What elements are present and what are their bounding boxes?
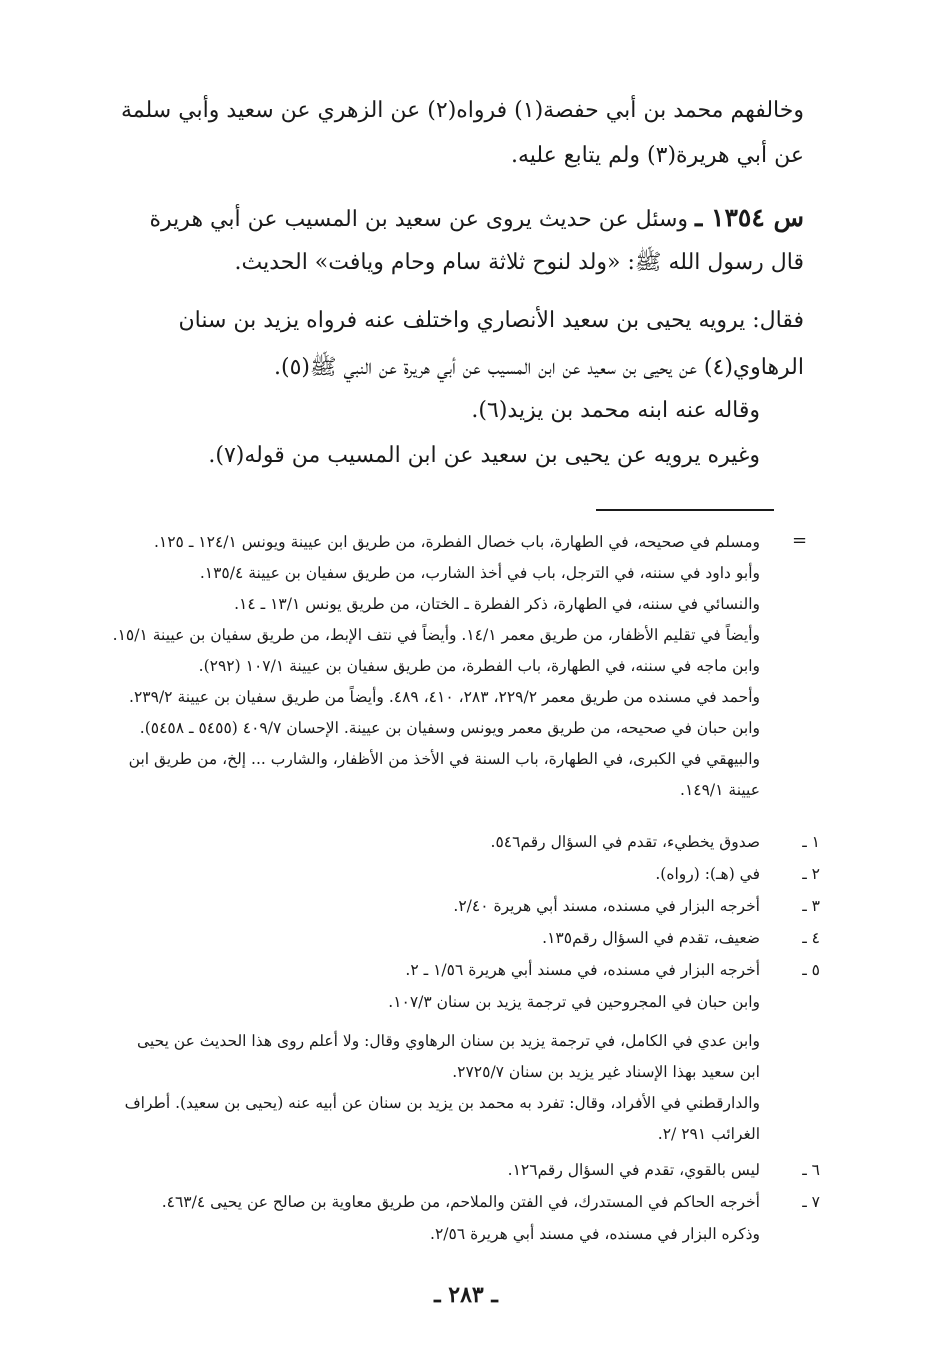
footnote-number: ٦ ـ	[802, 1161, 820, 1179]
footnote-line: وابن حبان في صحيحه، من طريق معمر ويونس وسفيان بن عيينة. الإحسان ٤٠٩/٧ (٥٤٥٥ ـ ٥٤٥٨).	[139, 719, 760, 737]
footnote-number: ٧ ـ	[802, 1193, 820, 1211]
body-line: وغيره يرويه عن يحيى بن سعيد عن ابن المسيب من قوله(٧).	[208, 443, 760, 468]
body-line: فقال: يرويه يحيى بن سعيد الأنصاري واختلف عنه فرواه يزيد بن سنان	[178, 308, 804, 333]
footnote-line: وابن ماجه في سننه، في الطهارة، باب الفطرة، من طريق سفيان بن عيينة ١٠٧/١ (٢٩٢).	[198, 657, 760, 675]
body-line: الرهاوي(٤) عن يحيى بن سعيد عن ابن المسيب عن أبي هريرة عن النبي ﷺ(٥).	[273, 355, 804, 380]
page-number: ـ ٢٨٣ ـ	[434, 1282, 498, 1308]
footnote-line: والنسائي في سننه، في الطهارة، ذكر الفطرة ـ الختان، من طريق يونس ١٣/١ ـ ١٤.	[234, 595, 760, 613]
footnote-line: ابن سعيد بهذا الإسناد غير يزيد بن سنان ٢٧٢٥/٧.	[452, 1063, 760, 1081]
footnote-line: وأيضاً في تقليم الأظفار، من طريق معمر ١٤/١. وأيضاً في نتف الإبط، من طريق سفيان بن عيينة ١٥/١.	[112, 626, 760, 644]
question-number: س ١٣٥٤ ـ	[695, 203, 804, 232]
footnote-line: وذكره البزار في مسنده، في مسند أبي هريرة ٢/٥٦.	[430, 1225, 760, 1243]
footnote-number: ١ ـ	[802, 833, 820, 851]
footnote-line: وابن عدي في الكامل، في ترجمة يزيد بن سنان الرهاوي وقال: ولا أعلم روى هذا الحديث عن يحيى	[136, 1032, 760, 1050]
footnote-number: ٥ ـ	[802, 961, 820, 979]
footnote-line: ليس بالقوي، تقدم في السؤال رقم١٢٦.	[507, 1161, 760, 1179]
footnote-line: أخرجه البزار في مسنده، مسند أبي هريرة ٢/٤٠.	[453, 897, 760, 915]
footnote-line: ومسلم في صحيحه، في الطهارة، باب خصال الفطرة، من طريق ابن عيينة ويونس ١٢٤/١ ـ ١٢٥.	[153, 533, 760, 551]
continuation-mark: =	[792, 530, 808, 551]
footnote-line: وابن حبان في المجروحين في ترجمة يزيد بن سنان ١٠٧/٣.	[388, 993, 760, 1011]
footnote-line: والبيهقي في الكبرى، في الطهارة، باب السنة في الأخذ من الأظفار، والشارب ... إلخ، من طريق ابن	[128, 750, 760, 768]
body-line: وخالفهم محمد بن أبي حفصة(١) فرواه(٢) عن الزهري عن سعيد وأبي سلمة	[120, 98, 804, 123]
footnote-number: ٣ ـ	[802, 897, 820, 915]
body-line: عن أبي هريرة(٣) ولم يتابع عليه.	[510, 143, 804, 168]
footnote-number: ٢ ـ	[802, 865, 820, 883]
footnote-line: في (هـ): (رواه).	[655, 865, 760, 883]
body-line: قال رسول الله ﷺ: «ولد لنوح ثلاثة سام وحام ويافت» الحديث.	[234, 250, 804, 275]
footnote-line: وأحمد في مسنده من طريق معمر ٢٢٩/٢، ٢٨٣، ٤١٠، ٤٨٩. وأيضاً من طريق سفيان بن عيينة ٢٣٩/٢.	[129, 688, 760, 706]
footnote-line: عيينة ١٤٩/١.	[680, 781, 760, 799]
footnote-divider	[596, 509, 774, 511]
footnote-line: ضعيف، تقدم في السؤال رقم١٣٥.	[542, 929, 760, 947]
footnote-number: ٤ ـ	[802, 929, 820, 947]
footnote-line: الغرائب ٢٩١ /٢.	[657, 1125, 760, 1143]
footnote-line: وأبو داود في سننه، في الترجل، باب في أخذ الشارب، من طريق سفيان بن عيينة ١٣٥/٤.	[199, 564, 760, 582]
question-line	[104, 203, 804, 232]
footnote-line: والدارقطني في الأفراد، وقال: تفرد به محمد بن يزيد بن سنان عن أبيه عنه (يحيى بن سعيد). أطراف	[124, 1094, 760, 1112]
body-line: وقاله عنه ابنه محمد بن يزيد(٦).	[471, 398, 760, 423]
footnote-line: أخرجه الحاكم في المستدرك، في الفتن والملاحم، من طريق معاوية بن صالح عن يحيى ٤٦٣/٤.	[161, 1193, 760, 1211]
footnote-line: صدوق يخطيء، تقدم في السؤال رقم٥٤٦.	[490, 833, 760, 851]
question-text: وسئل عن حديث يروى عن سعيد بن المسيب عن أبي هريرة	[149, 207, 689, 232]
footnote-line: أخرجه البزار في مسنده، في مسند أبي هريرة ١/٥٦ ـ ٢.	[405, 961, 760, 979]
